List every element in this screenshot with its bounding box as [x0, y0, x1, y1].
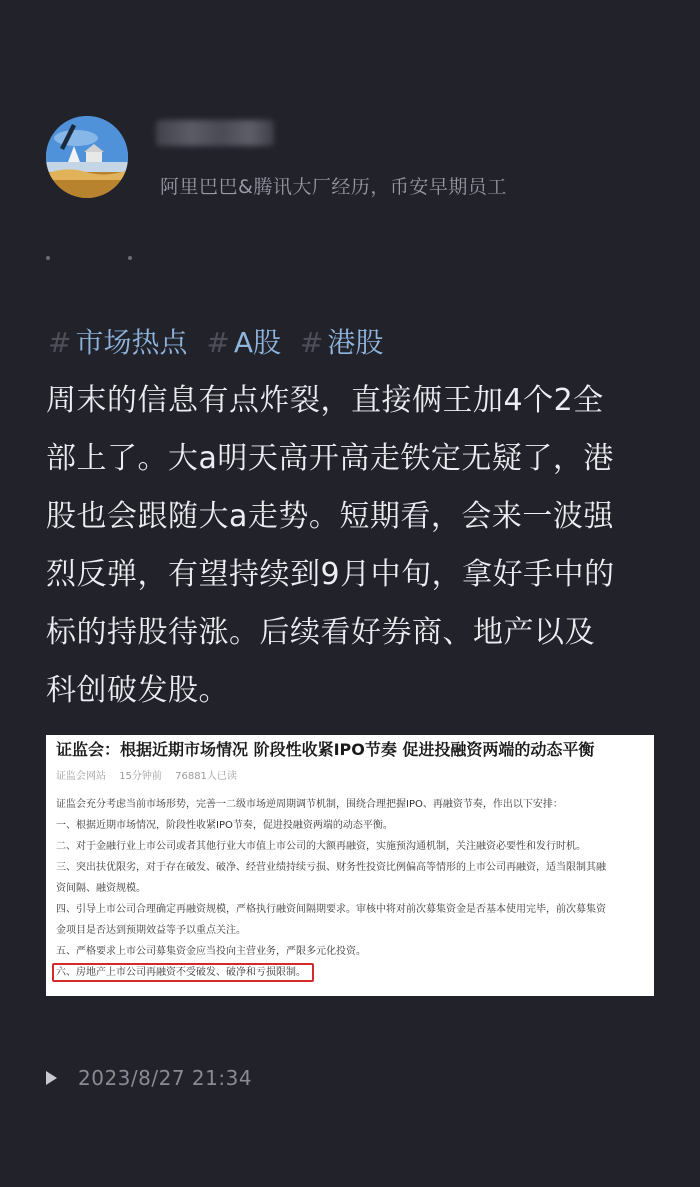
hash-icon: # — [48, 326, 72, 359]
topic-tags — [48, 322, 393, 364]
news-paragraph: 四、引导上市公司合理确定再融资规模，严格执行融资间隔期要求。审核中将对前次募集资金是否基本使用完毕，前次募集资 — [56, 904, 606, 915]
tag-hk-shares[interactable] — [300, 322, 383, 364]
news-time: 15分钟前 — [119, 771, 162, 782]
hash-icon: # — [206, 326, 230, 359]
news-source: 证监会网站 — [56, 771, 106, 782]
tag-label: A股 — [233, 326, 282, 359]
news-paragraph: 金项目是否达到预期效益等予以重点关注。 — [56, 925, 246, 936]
news-body — [56, 794, 644, 983]
post-line: 科创破发股。 — [46, 673, 229, 708]
post-line: 周末的信息有点炸裂，直接俩王加4个2全 — [46, 383, 604, 418]
post-line: 烈反弹，有望持续到9月中旬，拿好手中的 — [46, 557, 615, 592]
tag-label: 港股 — [327, 326, 384, 359]
post-line: 股也会跟随大a走势。短期看，会来一波强 — [46, 499, 614, 534]
news-paragraph: 证监会充分考虑当前市场形势，完善一二级市场逆周期调节机制，围绕合理把握IPO、再融资节奏，作出以下安排： — [56, 799, 563, 810]
profile-bio: 阿里巴巴&腾讯大厂经历，币安早期员工 — [160, 176, 507, 198]
hash-icon: # — [299, 326, 324, 359]
attached-news-screenshot[interactable] — [46, 735, 654, 996]
news-paragraph: 三、突出扶优限劣，对于存在破发、破净、经营业绩持续亏损、财务性投资比例偏高等情形的上市公司再融资，适当限制其融 — [56, 862, 606, 873]
post-line: 部上了。大a明天高开高走铁定无疑了，港 — [46, 441, 614, 476]
post-body — [46, 372, 658, 720]
news-paragraph: 资间隔、融资规模。 — [56, 883, 146, 894]
tag-label: 市场热点 — [75, 326, 188, 359]
avatar[interactable] — [46, 116, 128, 198]
post-line: 标的持股待涨。后续看好券商、地产以及 — [46, 615, 595, 650]
play-icon[interactable] — [46, 1071, 57, 1085]
news-paragraph: 五、严格要求上市公司募集资金应当投向主营业务，严限多元化投资。 — [56, 946, 366, 957]
news-reads: 76881人已读 — [175, 771, 237, 782]
news-paragraph: 二、对于金融行业上市公司或者其他行业大市值上市公司的大额再融资，实施预沟通机制，关注融资必要性和发行时机。 — [56, 841, 586, 852]
tag-a-shares[interactable] — [206, 322, 281, 364]
news-paragraph: 一、根据近期市场情况，阶段性收紧IPO节奏，促进投融资两端的动态平衡。 — [56, 820, 393, 831]
news-highlight: 六、房地产上市公司再融资不受破发、破净和亏损限制。 — [52, 963, 314, 982]
news-meta — [56, 767, 644, 782]
post-timestamp: 2023/8/27 21:34 — [78, 1066, 253, 1090]
tag-market-hotspot[interactable] — [48, 322, 187, 364]
divider-dots — [46, 255, 132, 261]
news-title: 证监会：根据近期市场情况 阶段性收紧IPO节奏 促进投融资两端的动态平衡 — [56, 740, 595, 759]
username-blurred[interactable] — [156, 120, 274, 146]
avatar-image — [46, 116, 128, 198]
